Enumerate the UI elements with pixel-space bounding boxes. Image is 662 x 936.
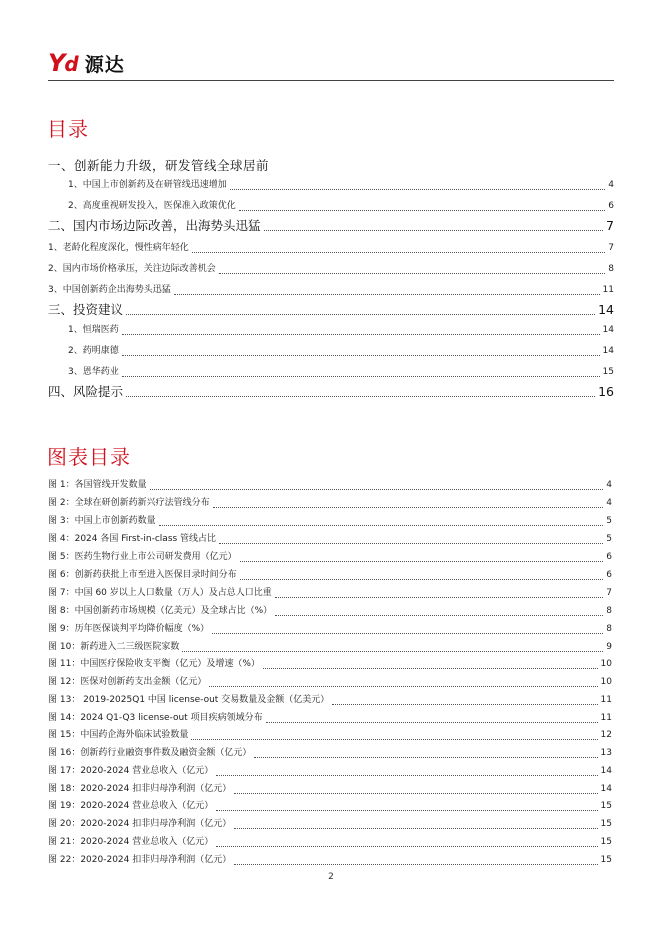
figure-entry[interactable] <box>48 495 612 511</box>
toc-entry-page: 16 <box>598 384 614 399</box>
dot-leader <box>240 579 604 580</box>
dot-leader <box>239 210 606 211</box>
toc-entry[interactable] <box>48 384 614 400</box>
figure-entry-text: 图 9：历年医保谈判平均降价幅度（%） <box>48 624 210 634</box>
dot-leader <box>266 722 598 723</box>
figure-entry[interactable] <box>48 852 612 868</box>
logo-mark-y: Y <box>48 48 66 77</box>
logo-mark <box>48 48 79 77</box>
figure-entry[interactable] <box>48 656 612 672</box>
figure-entry-page: 5 <box>606 534 612 544</box>
dot-leader <box>234 793 597 794</box>
dot-leader <box>192 252 606 253</box>
toc-entry-page: 14 <box>598 302 614 317</box>
dot-leader <box>174 294 600 295</box>
figure-entry[interactable] <box>48 674 612 690</box>
toc-entry[interactable] <box>48 158 614 174</box>
toc-entry-text: 3、中国创新药企出海势头迅猛 <box>48 285 171 295</box>
toc-entry-page: 14 <box>602 325 614 335</box>
figure-entry-page: 15 <box>600 801 612 811</box>
logo-mark-d: d <box>64 51 79 76</box>
figure-entry-text: 图 20：2020-2024 扣非归母净利润（亿元） <box>48 819 232 829</box>
figure-entry[interactable] <box>48 745 612 761</box>
figure-entry[interactable] <box>48 477 612 493</box>
dot-leader <box>332 704 597 705</box>
toc-entry-page: 14 <box>602 346 614 356</box>
company-logo <box>48 50 125 76</box>
toc-entry[interactable] <box>68 177 614 193</box>
toc-entry-text: 1、中国上市创新药及在研管线迅速增加 <box>68 180 227 190</box>
figure-entry[interactable] <box>48 621 612 637</box>
toc-entry-page: 8 <box>608 264 614 274</box>
figure-entry-text: 图 14：2024 Q1-Q3 license-out 项目疾病领域分布 <box>48 713 263 723</box>
toc-entry-page: 11 <box>602 285 614 295</box>
figure-entry[interactable] <box>48 834 612 850</box>
figure-entry-page: 15 <box>600 837 612 847</box>
dot-leader <box>275 597 604 598</box>
figure-entry-text: 图 19：2020-2024 营业总收入（亿元） <box>48 801 214 811</box>
toc-entry-text: 2、国内市场价格承压，关注边际改善机会 <box>48 264 216 274</box>
figure-entry-page: 8 <box>606 606 612 616</box>
toc-entry[interactable] <box>68 343 614 359</box>
toc-entry[interactable] <box>68 364 614 380</box>
figure-entry-text: 图 10：新药进入二三级医院家数 <box>48 642 180 652</box>
figure-entry-page: 10 <box>600 677 612 687</box>
toc-title: 目录 <box>47 117 89 141</box>
dot-leader <box>212 633 603 634</box>
dot-leader <box>126 396 595 397</box>
figure-entry[interactable] <box>48 692 612 708</box>
toc-entry[interactable] <box>68 198 614 214</box>
toc-entry[interactable] <box>68 322 614 338</box>
dot-leader <box>240 561 604 562</box>
dot-leader <box>159 525 604 526</box>
toc-entry-text: 1、老龄化程度深化，慢性病年轻化 <box>48 243 189 253</box>
figure-entry-text: 图 8：中国创新药市场规模（亿美元）及全球占比（%） <box>48 606 273 616</box>
toc-entry-text: 二、国内市场边际改善，出海势头迅猛 <box>48 218 261 233</box>
figure-entry-page: 14 <box>600 766 612 776</box>
dot-leader <box>126 314 595 315</box>
toc-entry[interactable] <box>48 218 614 234</box>
figure-entry[interactable] <box>48 567 612 583</box>
figure-entry-text: 图 16：创新药行业融资事件数及融资金额（亿元） <box>48 748 252 758</box>
figure-entry[interactable] <box>48 585 612 601</box>
figures-title: 图表目录 <box>47 445 131 469</box>
toc-entry-text: 3、恩华药业 <box>68 367 119 377</box>
figure-entry-page: 9 <box>606 642 612 652</box>
toc-entry[interactable] <box>48 240 614 256</box>
toc-entry-text: 1、恒瑞医药 <box>68 325 119 335</box>
figure-entry[interactable] <box>48 816 612 832</box>
figure-entry-page: 11 <box>600 695 612 705</box>
toc-entry-text: 2、高度重视研发投入，医保准入政策优化 <box>68 201 236 211</box>
dot-leader <box>219 543 603 544</box>
toc-entry-text: 一、创新能力升级，研发管线全球居前 <box>48 158 270 173</box>
dot-leader <box>191 739 597 740</box>
figure-entry-text: 图 5：医药生物行业上市公司研发费用（亿元） <box>48 552 237 562</box>
header-divider <box>48 80 614 81</box>
dot-leader <box>254 757 597 758</box>
toc-entry-page: 15 <box>602 367 614 377</box>
dot-leader <box>216 810 597 811</box>
figure-entry-text: 图 6：创新药获批上市至进入医保目录时间分布 <box>48 570 237 580</box>
dot-leader <box>234 864 597 865</box>
figure-entry-page: 6 <box>606 552 612 562</box>
figure-entry-page: 13 <box>600 748 612 758</box>
figure-entry-text: 图 17：2020-2024 营业总收入（亿元） <box>48 766 214 776</box>
figure-entry-page: 15 <box>600 855 612 865</box>
figure-entry[interactable] <box>48 531 612 547</box>
toc-entry-page: 6 <box>608 201 614 211</box>
figure-entry[interactable] <box>48 639 612 655</box>
toc-entry-page: 4 <box>608 180 614 190</box>
toc-entry-text: 2、药明康德 <box>68 346 119 356</box>
dot-leader <box>219 273 606 274</box>
toc-entry[interactable] <box>48 261 614 277</box>
figure-entry[interactable] <box>48 549 612 565</box>
figure-entry-text: 图 2：全球在研创新药新兴疗法管线分布 <box>48 498 210 508</box>
dot-leader <box>230 189 606 190</box>
dot-leader <box>213 507 604 508</box>
figure-entry-text: 图 7：中国 60 岁以上人口数量（万人）及占总人口比重 <box>48 588 272 598</box>
toc-entry-text: 三、投资建议 <box>48 302 124 317</box>
figure-entry[interactable] <box>48 603 612 619</box>
dot-leader <box>122 376 600 377</box>
figure-entry-text: 图 12：医保对创新药支出金额（亿元） <box>48 677 207 687</box>
dot-leader <box>234 828 597 829</box>
figure-entry[interactable] <box>48 798 612 814</box>
figure-entry-text: 图 13： 2019-2025Q1 中国 license-out 交易数量及金额（亿美元） <box>48 695 330 705</box>
figure-entry-text: 图 15：中国药企海外临床试验数量 <box>48 730 189 740</box>
figure-entry[interactable] <box>48 710 612 726</box>
figure-entry-page: 8 <box>606 624 612 634</box>
figure-entry-page: 6 <box>606 570 612 580</box>
toc-entry-page: 7 <box>608 243 614 253</box>
figure-entry-text: 图 11：中国医疗保险收支平衡（亿元）及增速（%） <box>48 659 260 669</box>
figure-entry-page: 4 <box>606 498 612 508</box>
dot-leader <box>264 230 604 231</box>
dot-leader <box>209 686 597 687</box>
figure-entry-page: 4 <box>606 480 612 490</box>
figure-entry-page: 15 <box>600 819 612 829</box>
toc-entry-page: 7 <box>606 218 614 233</box>
figure-entry-page: 11 <box>600 713 612 723</box>
figure-entry[interactable] <box>48 727 612 743</box>
figure-entry-text: 图 3：中国上市创新药数量 <box>48 516 156 526</box>
logo-name: 源达 <box>84 53 125 76</box>
figure-entry-text: 图 1：各国管线开发数量 <box>48 480 147 490</box>
figure-entry-page: 10 <box>600 659 612 669</box>
page-number: 2 <box>328 872 334 882</box>
dot-leader <box>122 355 600 356</box>
dot-leader <box>122 334 600 335</box>
figure-entry[interactable] <box>48 513 612 529</box>
dot-leader <box>275 615 603 616</box>
toc-entry-text: 四、风险提示 <box>48 384 124 399</box>
dot-leader <box>216 846 597 847</box>
figure-entry-page: 7 <box>606 588 612 598</box>
dot-leader <box>182 651 603 652</box>
figure-entry-text: 图 22：2020-2024 扣非归母净利润（亿元） <box>48 855 232 865</box>
figure-entry-text: 图 4：2024 各国 First-in-class 管线占比 <box>48 534 217 544</box>
dot-leader <box>263 668 598 669</box>
dot-leader <box>216 775 597 776</box>
figure-entry-page: 14 <box>600 784 612 794</box>
figure-entry[interactable] <box>48 763 612 779</box>
figure-entry-page: 12 <box>600 730 612 740</box>
figure-entry-page: 5 <box>606 516 612 526</box>
figure-entry-text: 图 18：2020-2024 扣非归母净利润（亿元） <box>48 784 232 794</box>
toc-entry[interactable] <box>48 282 614 298</box>
toc-entry[interactable] <box>48 302 614 318</box>
figure-entry-text: 图 21：2020-2024 营业总收入（亿元） <box>48 837 214 847</box>
dot-leader <box>150 489 604 490</box>
figure-entry[interactable] <box>48 781 612 797</box>
